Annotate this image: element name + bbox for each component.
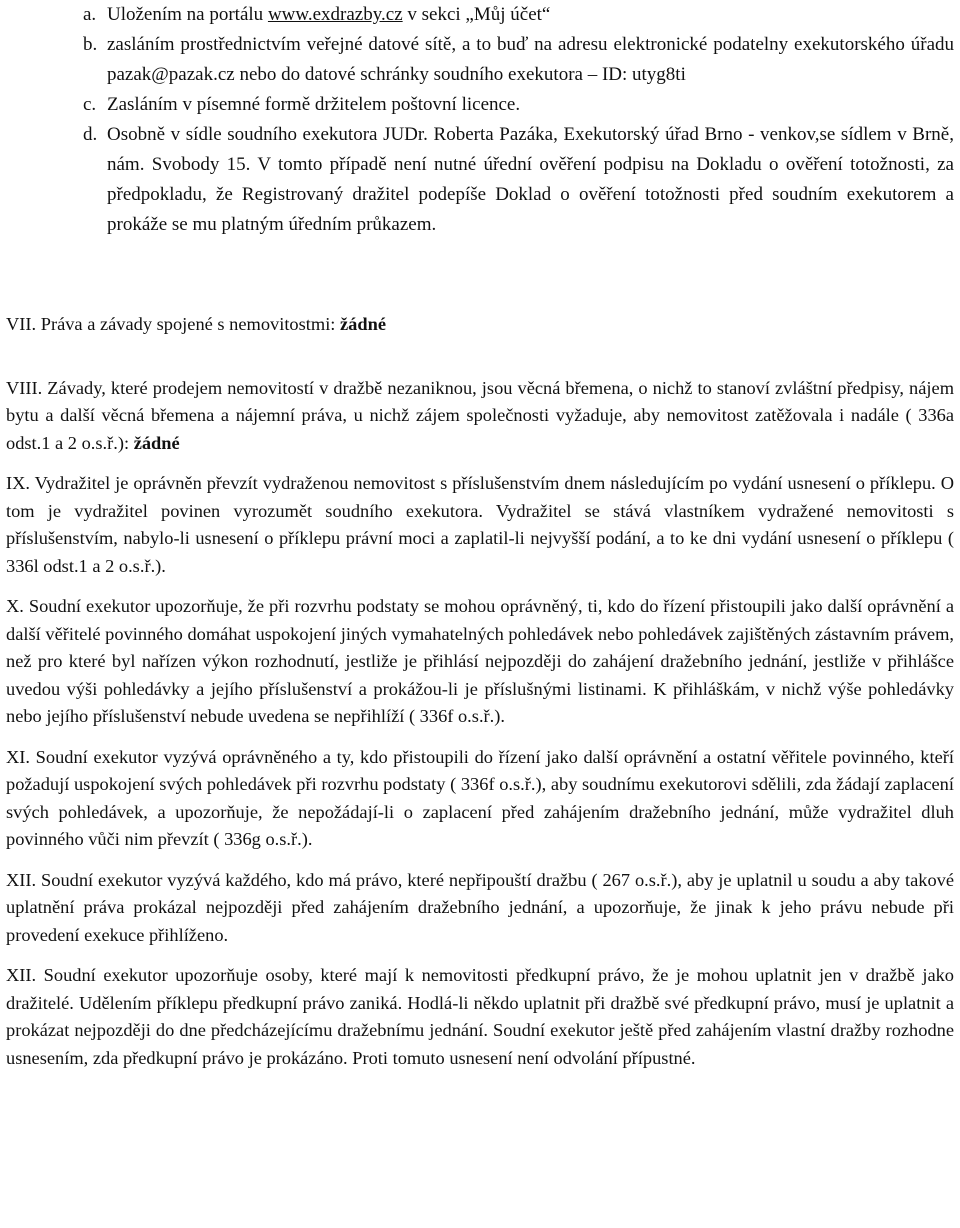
list-marker-d: d.	[83, 124, 98, 145]
list-marker-c: c.	[83, 94, 97, 115]
section-vii-value: žádné	[340, 314, 386, 334]
section-x: X. Soudní exekutor upozorňuje, že při rozvrhu podstaty se mohou oprávněný, ti, kdo do řízení přistoupili jako další oprávnění a další věřitelé povinného domáhat uspokojení jiných vymahatelných pohledávek nebo pohledávek zajištěných zástavním právem, než pro které byl nařízen výkon rozhodnutí, jestliže je přihlásí nejpozději do zahájení dražebního jednání, jestliže v přihlášce uvedou výši pohledávky a jejího příslušenství a prokážou-li je příslušnými listinami. K přihláškám, v nichž výše pohledávky nebo jejího příslušenství nebude uvedena se nepřihlíží ( 336f o.s.ř.).	[6, 596, 954, 726]
list-marker-a: a.	[83, 4, 97, 25]
list-item-b-text: zasláním prostřednictvím veřejné datové sítě, a to buď na adresu elektronické podatelny exekutorského úřadu pazak@pazak.cz nebo do datové schránky soudního exekutora – ID: utyg8ti	[107, 34, 954, 85]
section-viii-value: žádné	[133, 432, 180, 453]
section-ix: IX. Vydražitel je oprávněn převzít vydraženou nemovitost s příslušenstvím dnem následujícím po vydání usnesení o příklepu. O tom je vydražitel povinen vyrozumět soudního exekutora. Vydražitel se stává vlastníkem vydražené nemovitosti s příslušenstvím, nabylo-li usnesení o příklepu právní moci a zaplatil-li nejvyšší podání, a to ke dni vydání usnesení o příklepu ( 336l odst.1 a 2 o.s.ř.).	[6, 473, 954, 576]
list-item-b	[6, 30, 954, 90]
list-item-d-text: Osobně v sídle soudního exekutora JUDr. Roberta Pazáka, Exekutorský úřad Brno - venkov,se sídlem v Brně, nám. Svobody 15. V tomto případě není nutné úřední ověření podpisu na Dokladu o ověření totožnosti, za předpokladu, že Registrovaný dražitel podepíše Doklad o ověření totožnosti před soudním exekutorem a prokáže se mu platným úředním průkazem.	[107, 124, 954, 235]
section-xii-preemption: XII. Soudní exekutor upozorňuje osoby, které mají k nemovitosti předkupní právo, že je mohou uplatnit jen v dražbě jako dražitelé. Udělením příklepu předkupní právo zaniká. Hodlá-li někdo uplatnit při dražbě své předkupní právo, musí je uplatnit a prokázat nejpozději do dne předcházejícímu dražebnímu jednání. Soudní exekutor ještě před zahájením vlastní dražby rozhodne usnesením, zda předkupní právo je prokázáno. Proti tomuto usnesení není odvolání přípustné.	[6, 965, 954, 1068]
list-marker-b: b.	[83, 34, 98, 55]
section-viii-text: VIII. Závady, které prodejem nemovitostí v dražbě nezaniknou, jsou věcná břemena, o nichž to stanoví zvláštní předpisy, nájem bytu a další věcná břemena a nájemní práva, u nichž zájem společnosti vyžaduje, aby nemovitost zatěžovala i nadále ( 336a odst.1 a 2 o.s.ř.):	[6, 377, 954, 453]
delivery-methods-list	[6, 0, 954, 240]
list-item-c-text: Zasláním v písemné formě držitelem poštovní licence.	[107, 94, 521, 115]
section-viii	[6, 375, 954, 458]
list-item-d	[6, 120, 954, 240]
list-item-a-text: Uložením na portálu	[107, 4, 268, 25]
list-item-a	[6, 0, 954, 30]
section-vii	[6, 311, 954, 339]
section-xii: XII. Soudní exekutor vyzývá každého, kdo má právo, které nepřipouští dražbu ( 267 o.s.ř.), aby je uplatnil u soudu a aby takové uplatnění práva prokázal nejpozději před zahájením dražebního jednání, a upozorňuje, že jinak k jeho právu nebude při provedení exekuce přihlíženo.	[6, 869, 954, 945]
exdrazby-link[interactable]: www.exdrazby.cz	[267, 4, 403, 25]
section-xi: XI. Soudní exekutor vyzývá oprávněného a ty, kdo přistoupili do řízení jako další oprávnění a ostatní věřitele povinného, kteří požadují uspokojení svých pohledávek při rozvrhu podstaty ( 336f o.s.ř.), aby soudnímu exekutorovi sdělili, zda žádají zaplacení svých pohledávek, a upozorňuje, že nepožádají-li o zaplacení před zahájením dražebního jednání, může vydražitel dluh povinného vůči nim převzít ( 336g o.s.ř.).	[6, 746, 954, 849]
section-vii-text: VII. Práva a závady spojené s nemovitostmi:	[6, 314, 341, 334]
list-item-c	[6, 90, 954, 120]
list-item-a-text-after: v sekci „Můj účet“	[402, 4, 551, 25]
